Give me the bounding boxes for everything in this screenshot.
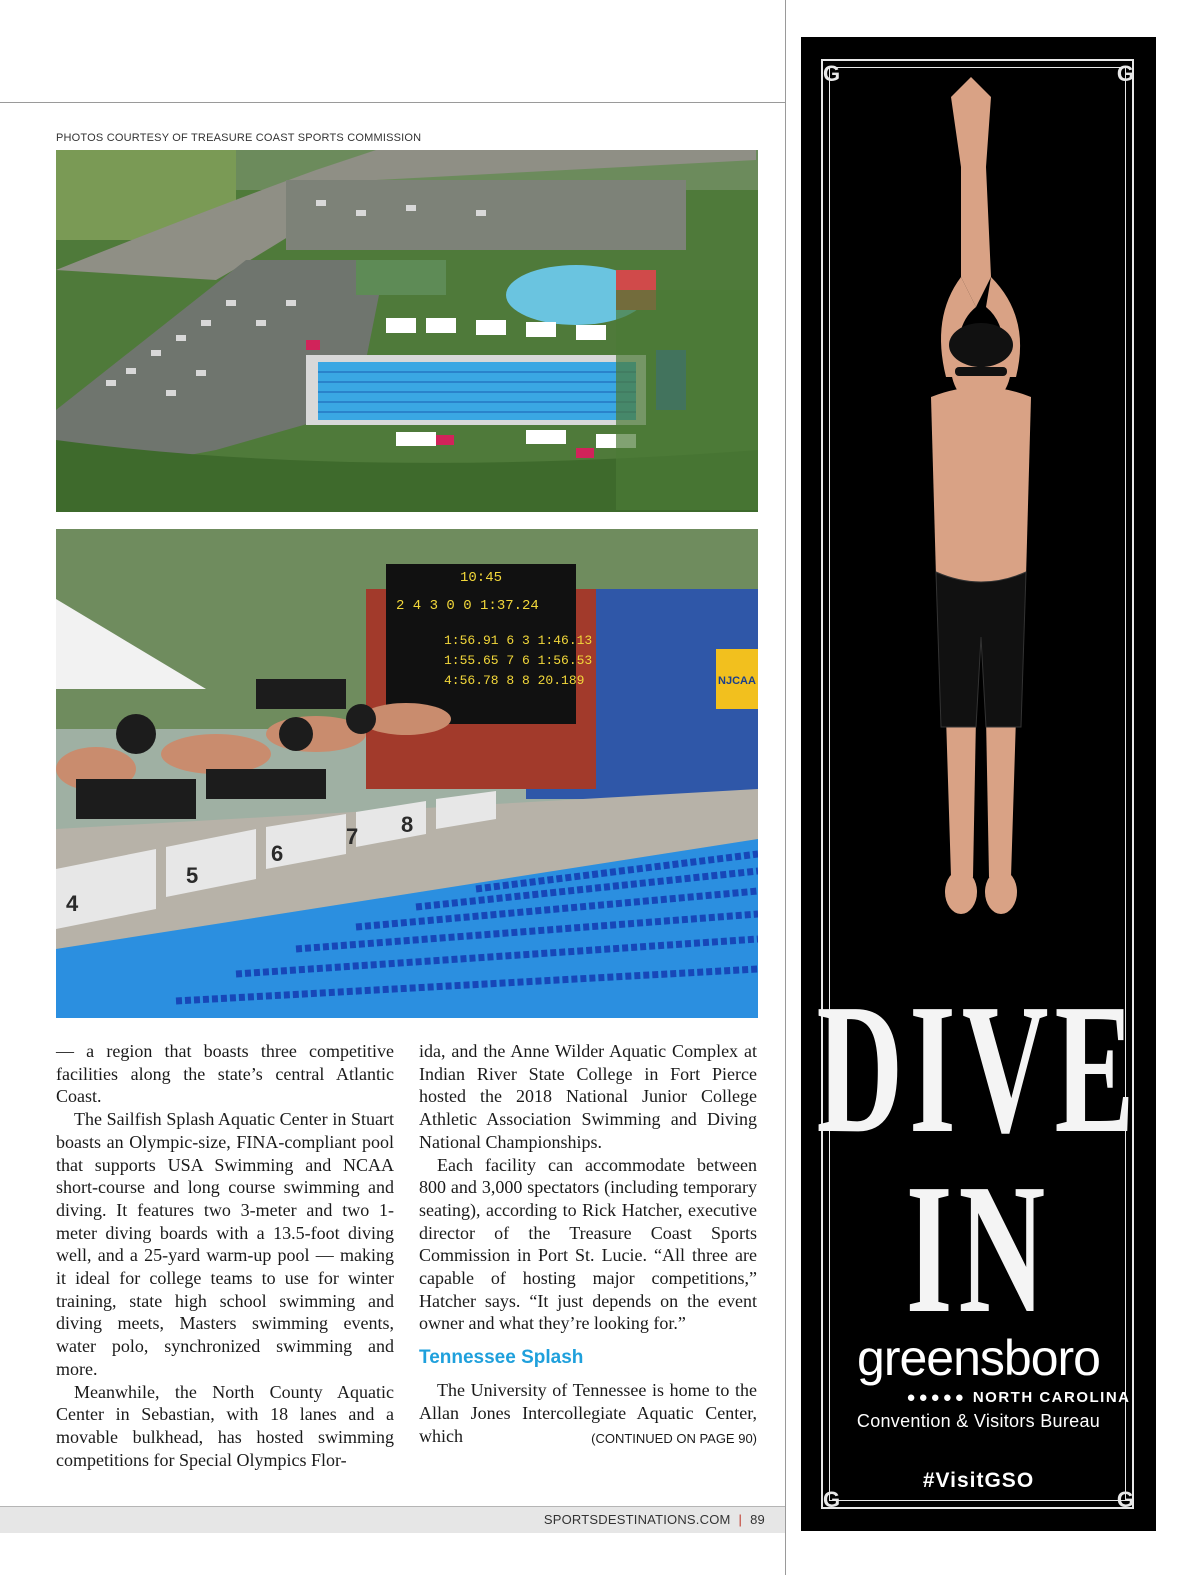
scoreboard-clock: 10:45 bbox=[459, 570, 503, 586]
corner-g-icon: G bbox=[823, 61, 841, 86]
scoreboard-row1: 2 4 3 0 0 1:37.24 bbox=[396, 598, 539, 614]
section-subhead: Tennessee Splash bbox=[419, 1347, 584, 1369]
article-paragraph bbox=[419, 1379, 757, 1447]
ad-hashtag[interactable]: #VisitGSO bbox=[922, 1469, 1035, 1492]
headline-in: IN bbox=[905, 1145, 1052, 1352]
article-paragraph: ida, and the Anne Wilder Aquatic Complex at Indian River State College in Fort Pierce hosted the 2018 National Junior College Athletic Association Swimming and Diving National Championships. bbox=[419, 1041, 757, 1152]
brand-logo-wordmark: greensboro bbox=[857, 1330, 1100, 1386]
brand-subtitle: Convention & Visitors Bureau bbox=[856, 1411, 1101, 1431]
page-footer bbox=[544, 1512, 765, 1527]
brand-state bbox=[841, 1389, 1196, 1406]
lane-number: 5 bbox=[186, 863, 199, 888]
final-paragraph-text: The University of Tennessee is home to the Allan Jones Intercollegiate Aquatic Center, which bbox=[419, 1380, 757, 1446]
headline-dive: DIVE bbox=[816, 965, 1141, 1172]
njcaa-sign: NJCAA bbox=[718, 675, 756, 687]
swim-start-photo bbox=[56, 529, 758, 1018]
article-paragraph: The Sailfish Splash Aquatic Center in Stuart boasts an Olympic-size, FINA-compliant pool that supports USA Swimming and NCAA short-course and long course swimming and diving. It features two 3-meter and two 1-meter diving boards with a 13.5-foot diving well, and a 25-yard warm-up pool — making it ideal for college teams to use for winter training, state high school swimming and diving meets, Masters swimming events, water polo, synchronized swimming and more. bbox=[56, 1109, 394, 1379]
swimmer-figure bbox=[891, 77, 1071, 937]
article-column-left bbox=[56, 1040, 394, 1471]
aerial-pool-photo bbox=[56, 150, 758, 512]
photo-credit: PHOTOS COURTESY OF TREASURE COAST SPORTS COMMISSION bbox=[56, 132, 422, 144]
brand-dots-icon: ●●●●● bbox=[906, 1389, 967, 1406]
continued-label[interactable]: (CONTINUED ON PAGE 90) bbox=[591, 1430, 757, 1446]
lane-number: 8 bbox=[401, 812, 414, 837]
article-column-right bbox=[419, 1040, 757, 1450]
top-rule bbox=[0, 102, 785, 103]
corner-g-icon: G bbox=[1116, 61, 1134, 86]
page-number: 89 bbox=[750, 1512, 765, 1527]
article-paragraph: Meanwhile, the North County Aquatic Center in Sebastian, with 18 lanes and a movable bulkhead, has hosted swimming competitions for Special Olympics Flor- bbox=[56, 1381, 394, 1470]
article-paragraph: Each facility can accommodate between 800 and 3,000 spectators (including temporary seating), according to Rick Hatcher, executive director of the Treasure Coast Sports Commission in Port St. Lucie. “All three are capable of hosting major competitions,” Hatcher says. “It just depends on the event owner and what they’re looking for.” bbox=[419, 1154, 757, 1334]
brand-state-label: NORTH CAROLINA bbox=[972, 1389, 1131, 1406]
advertisement[interactable] bbox=[801, 37, 1156, 1531]
lane-number: 6 bbox=[271, 841, 284, 866]
corner-g-icon: G bbox=[823, 1487, 841, 1512]
scoreboard-time-3: 4:56.78 8 8 20.189 bbox=[444, 673, 585, 688]
column-divider bbox=[785, 0, 786, 1575]
article-paragraph: — a region that boasts three competitive facilities along the state’s central Atlantic Coast. bbox=[56, 1041, 394, 1107]
scoreboard-time-1: 1:56.91 6 3 1:46.13 bbox=[444, 633, 593, 648]
footer-site[interactable]: SPORTSDESTINATIONS.COM bbox=[543, 1512, 731, 1527]
scoreboard-time-2: 1:55.65 7 6 1:56.53 bbox=[444, 653, 593, 668]
footer-separator: | bbox=[738, 1512, 743, 1527]
lane-number: 7 bbox=[346, 824, 359, 849]
corner-g-icon: G bbox=[1116, 1487, 1134, 1512]
lane-number: 4 bbox=[66, 891, 79, 916]
